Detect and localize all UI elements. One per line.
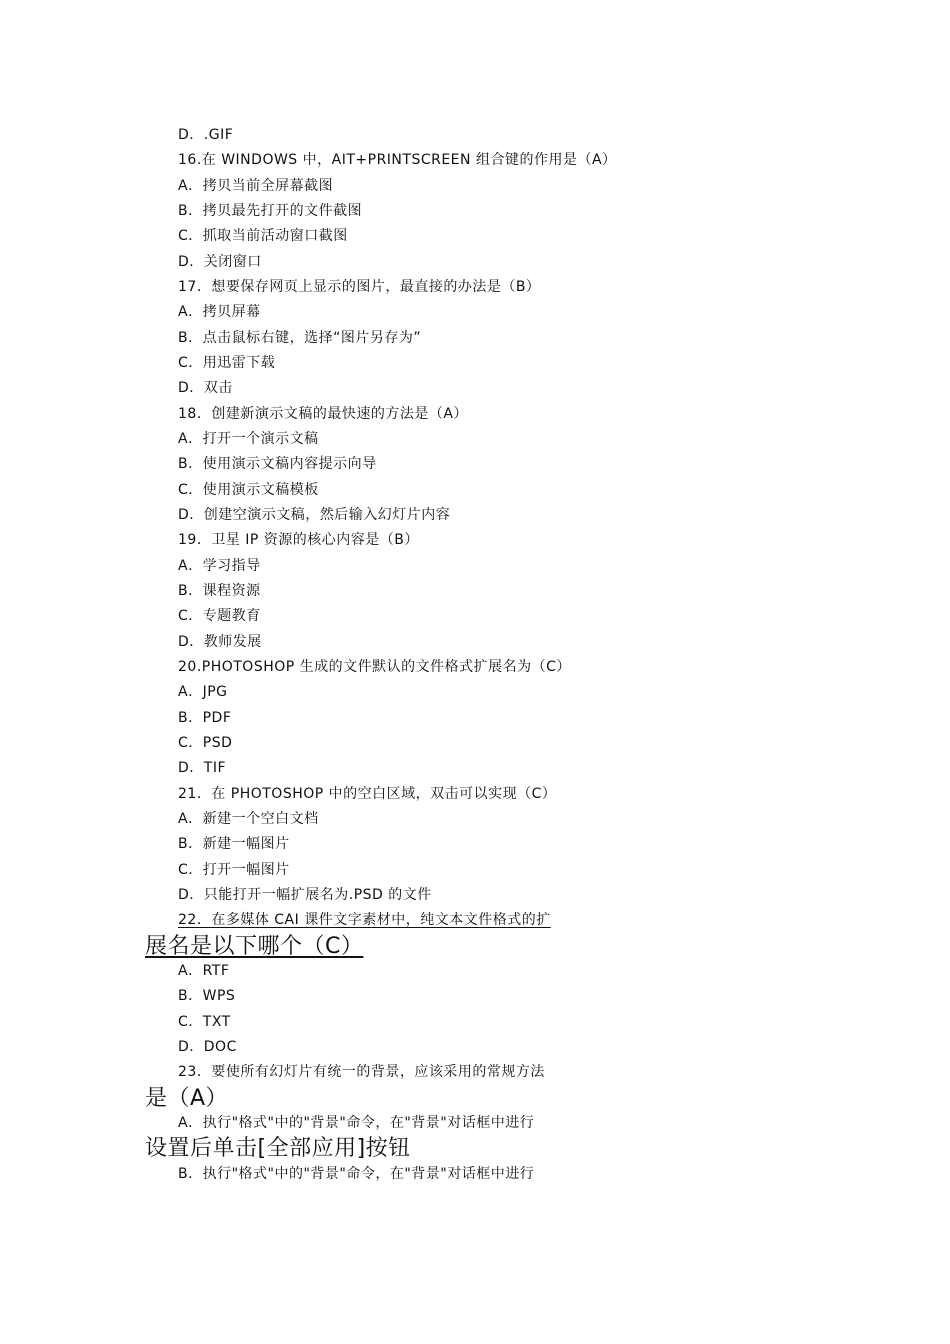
option-b-18: B．使用演示文稿内容提示向导 (178, 456, 377, 472)
option-a-18: A．打开一个演示文稿 (178, 431, 319, 447)
option-c-17: C．用迅雷下载 (178, 355, 276, 371)
option-c-19: C．专题教育 (178, 608, 261, 624)
option-b-23-line-1: B．执行"格式"中的"背景"命令，在"背景"对话框中进行 (178, 1166, 535, 1182)
option-d-19: D．教师发展 (178, 634, 262, 650)
option-b-17: B．点击鼠标右键，选择“图片另存为” (178, 330, 422, 346)
option-b-16: B．拷贝最先打开的文件截图 (178, 203, 363, 219)
option-d-21: D．只能打开一幅扩展名为.PSD 的文件 (178, 887, 432, 903)
option-a-19: A．学习指导 (178, 558, 261, 574)
option-d-16: D．关闭窗口 (178, 254, 262, 270)
option-d-20: D．TIF (178, 760, 227, 776)
question-19: 19．卫星 IP 资源的核心内容是（B） (178, 532, 419, 548)
option-d-18: D．创建空演示文稿，然后输入幻灯片内容 (178, 507, 451, 523)
question-16: 16.在 WINDOWS 中，AIT+PRINTSCREEN 组合键的作用是（A） (178, 152, 617, 168)
question-21: 21．在 PHOTOSHOP 中的空白区域，双击可以实现（C） (178, 786, 557, 802)
option-a-23-line-2: 设置后单击[全部应用]按钮 (145, 1136, 411, 1161)
option-b-19: B．课程资源 (178, 583, 261, 599)
option-a-21: A．新建一个空白文档 (178, 811, 319, 827)
option-a-20: A．JPG (178, 684, 228, 700)
option-b-21: B．新建一幅图片 (178, 836, 290, 852)
question-23-line-2: 是（A） (145, 1086, 229, 1111)
option-c-22: C．TXT (178, 1014, 231, 1030)
question-22-line-2: 展名是以下哪个（C） (145, 934, 364, 959)
option-c-21: C．打开一幅图片 (178, 862, 290, 878)
option-c-20: C．PSD (178, 735, 233, 751)
option-c-16: C．抓取当前活动窗口截图 (178, 228, 348, 244)
option-c-18: C．使用演示文稿模板 (178, 482, 319, 498)
option-d-15: D．.GIF (178, 127, 234, 143)
question-17: 17．想要保存网页上显示的图片，最直接的办法是（B） (178, 279, 541, 295)
option-a-17: A．拷贝屏幕 (178, 304, 261, 320)
option-a-23-line-1: A．执行"格式"中的"背景"命令，在"背景"对话框中进行 (178, 1115, 535, 1131)
option-b-22: B．WPS (178, 988, 236, 1004)
question-18: 18．创建新演示文稿的最快速的方法是（A） (178, 406, 468, 422)
question-23-line-1: 23．要使所有幻灯片有统一的背景，应该采用的常规方法 (178, 1064, 545, 1080)
option-d-17: D．双击 (178, 380, 233, 396)
option-a-22: A．RTF (178, 963, 230, 979)
question-22-line-1: 22．在多媒体 CAI 课件文字素材中，纯文本文件格式的扩 (178, 912, 551, 928)
question-20: 20.PHOTOSHOP 生成的文件默认的文件格式扩展名为（C） (178, 659, 571, 675)
option-a-16: A．拷贝当前全屏幕截图 (178, 178, 334, 194)
option-d-22: D．DOC (178, 1039, 237, 1055)
option-b-20: B．PDF (178, 710, 232, 726)
